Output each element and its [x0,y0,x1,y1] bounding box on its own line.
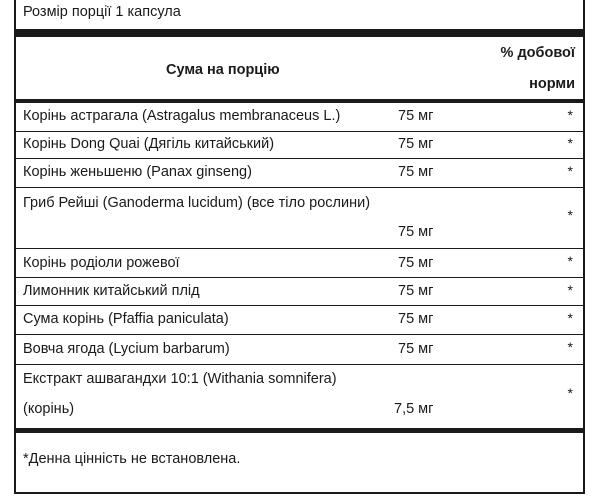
ingredient-name: Корінь женьшеню (Panax ginseng) [23,164,252,180]
ingredient-amount: 75 мг [398,136,434,152]
ingredient-amount: 75 мг [398,341,434,357]
ingredient-amount: 7,5 мг [394,401,434,417]
daily-value-mark: * [567,163,573,179]
ingredient-name-line1: Екстракт ашвагандхи 10:1 (Withania somnifera) [23,371,337,387]
ingredient-name: Корінь астрагала (Astragalus membranaceus L.) [23,108,341,124]
daily-value-mark: * [567,207,573,223]
bottom-thick-divider [16,429,583,433]
ingredient-amount: 75 мг [398,108,434,124]
daily-value-mark: * [567,253,573,269]
daily-value-mark: * [567,310,573,326]
daily-value-mark: * [567,282,573,298]
ingredient-name: Гриб Рейші (Ganoderma lucidum) (все тіло рослини) [23,195,371,211]
footnote: *Денна цінність не встановлена. [23,451,241,467]
table-row [16,103,583,132]
ingredient-name: Корінь родіоли рожевої [23,255,180,271]
daily-value-mark: * [567,339,573,355]
ingredient-name: Корінь Dong Quai (Дягіль китайський) [23,136,275,152]
daily-value-mark: * [567,107,573,123]
table-row [16,249,583,278]
supplement-facts-panel [14,0,585,494]
top-thick-divider [16,29,583,37]
ingredient-amount: 75 мг [398,164,434,180]
daily-value-header-line2: норми [529,76,575,92]
daily-value-mark: * [567,385,573,401]
table-row [16,278,583,306]
table-row [16,159,583,188]
serving-size: Розмір порції 1 капсула [23,4,181,20]
daily-value-mark: * [567,135,573,151]
table-row [16,365,583,429]
ingredient-name: Вовча ягода (Lycium barbarum) [23,341,230,357]
ingredient-amount: 75 мг [398,283,434,299]
daily-value-header-line1: % добової [500,45,575,61]
ingredient-amount: 75 мг [398,224,434,240]
ingredient-amount: 75 мг [398,255,434,271]
table-row [16,306,583,335]
amount-per-serving-header: Сума на порцію [166,62,280,78]
table-row [16,188,583,249]
ingredient-name: Сума корінь (Pfaffia paniculata) [23,311,229,327]
ingredient-amount: 75 мг [398,311,434,327]
table-row [16,132,583,159]
ingredient-name-line2: (корінь) [23,401,75,417]
table-row [16,335,583,365]
ingredient-name: Лимонник китайський плід [23,283,200,299]
